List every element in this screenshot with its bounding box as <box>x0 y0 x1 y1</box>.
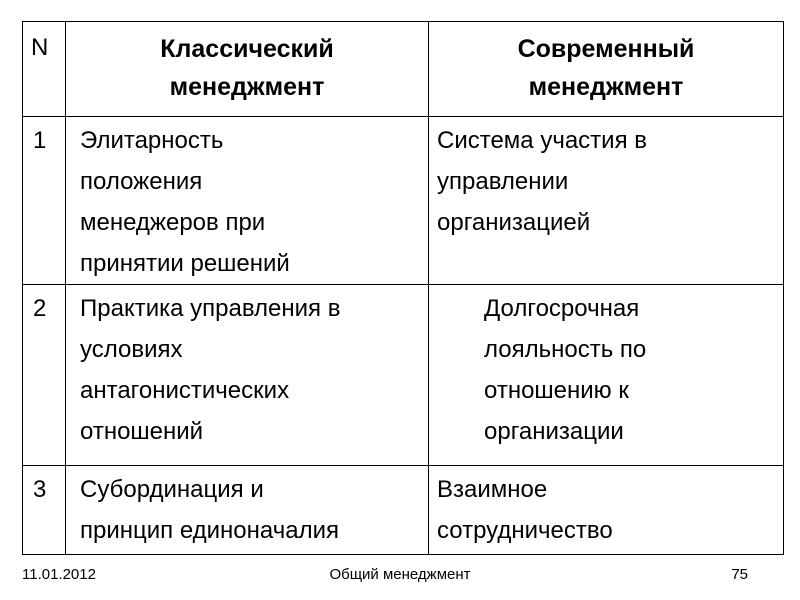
classic-cell <box>66 117 429 285</box>
row-number: 2 <box>33 295 47 322</box>
classic-text: Субординация и принцип единоначалия <box>80 476 339 544</box>
modern-text: Долгосрочная лояльность по отношению к организации <box>484 295 647 445</box>
modern-cell <box>429 466 784 555</box>
row-number-cell <box>23 117 66 285</box>
classic-cell <box>66 285 429 466</box>
row-number: 3 <box>33 476 47 503</box>
footer-page-number: 75 <box>731 566 748 583</box>
table-row <box>23 285 784 466</box>
footer-date: 11.01.2012 <box>22 566 96 583</box>
header-cell-classic <box>66 22 429 117</box>
classic-text: Практика управления в условиях антагонистических отношений <box>80 295 341 445</box>
header-cell-n <box>23 22 66 117</box>
modern-text: Система участия в управлении организацией <box>437 127 647 236</box>
modern-text: Взаимное сотрудничество <box>437 476 613 544</box>
table-row <box>23 466 784 555</box>
table-row <box>23 117 784 285</box>
row-number-cell <box>23 466 66 555</box>
row-number-cell <box>23 285 66 466</box>
table-header-row <box>23 22 784 117</box>
header-classic-label: Классический менеджмент <box>160 35 334 101</box>
comparison-table <box>22 21 784 555</box>
modern-cell <box>429 117 784 285</box>
classic-text: Элитарность положения менеджеров при принятии решений <box>80 127 290 277</box>
header-modern-label: Современный менеджмент <box>517 35 695 101</box>
row-number: 1 <box>33 127 47 154</box>
header-cell-modern <box>429 22 784 117</box>
classic-cell <box>66 466 429 555</box>
comparison-table-container <box>22 21 783 555</box>
modern-cell <box>429 285 784 466</box>
header-n-label: N <box>31 34 49 61</box>
footer-title: Общий менеджмент <box>329 566 471 583</box>
